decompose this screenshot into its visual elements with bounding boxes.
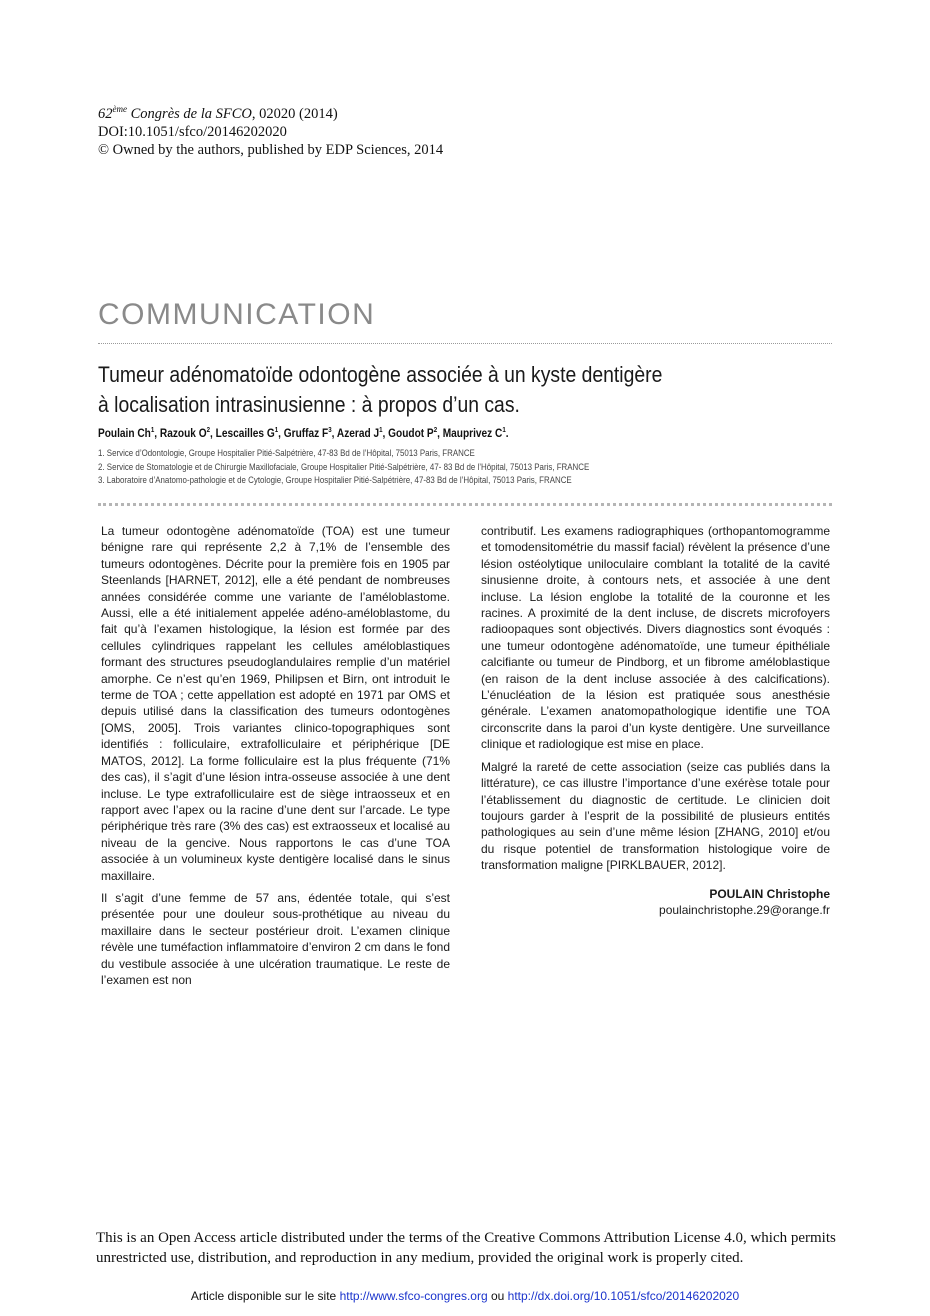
conference-number: 62 — [98, 105, 113, 122]
copyright-line: © Owned by the authors, published by EDP Sciences, 2014 — [98, 141, 444, 158]
author-name: Lescailles G — [215, 427, 275, 440]
author-separator: , — [331, 427, 337, 440]
author-affiliation-mark: 1 — [502, 427, 506, 434]
conference-line — [98, 100, 698, 123]
divider-bottom — [98, 503, 832, 506]
article-title — [98, 360, 793, 420]
author-separator: , — [154, 427, 160, 440]
title-line-1: Tumeur adénomatoïde odontogène associée à un kyste dentigère — [98, 362, 663, 387]
title-line-2: à localisation intrasinusienne : à propos d’un cas. — [98, 392, 520, 417]
section-label: COMMUNICATION — [98, 298, 376, 331]
body-paragraph: Il s’agit d’une femme de 57 ans, édentée totale, qui s’est présentée pour une douleur sous-prothétique au niveau du maxillaire dans le secteur postérieur droit. L’examen clinique révèle une tuméfaction inflammatoire d’environ 2 cm dans le fond du vestibule associée à une ulcération traumatique. Le reste de l’examen est non — [101, 890, 450, 987]
publication-header — [98, 100, 698, 159]
author-separator: , — [437, 427, 443, 440]
body-column-left — [101, 523, 450, 994]
signature — [481, 886, 830, 919]
affiliation-item: 2. Service de Stomatologie et de Chirurgie Maxillofaciale, Groupe Hospitalier Pitié-Salpétrière, 47- 83 Bd de l’Hôpital, 75013 Paris, FRANCE — [98, 461, 590, 472]
sfco-site-link[interactable]: http://www.sfco-congres.org — [339, 1289, 488, 1303]
author-separator: , — [278, 427, 284, 440]
author-affiliation-mark: 1 — [379, 427, 383, 434]
author-name: Razouk O — [159, 427, 207, 440]
doi-line: DOI:10.1051/sfco/20146202020 — [98, 123, 287, 140]
author-name: Azerad J — [336, 427, 380, 440]
divider-top — [98, 343, 832, 344]
affiliation-item: 1. Service d’Odontologie, Groupe Hospitalier Pitié-Salpétrière, 47-83 Bd de l’Hôpital, 75013 Paris, FRANCE — [98, 448, 475, 458]
body-paragraph: Malgré la rareté de cette association (seize cas publiés dans la littérature), ce cas illustre l’importance d’une exérèse totale pour l’établissement du diagnostic de certitude. Le clinicien doit toujours garder à l’esprit de la possibilité de plusieurs entités pathologiques au sein d’une même lésion [ZHANG, 2010] et/ou du risque potentiel de transformation histologique voire de transformation maligne [PIRKLBAUER, 2012]. — [481, 759, 830, 873]
body-column-right — [481, 523, 830, 924]
affiliation-list — [98, 447, 589, 488]
author-separator: , — [382, 427, 389, 440]
author-separator: , — [210, 427, 216, 440]
author-name: Poulain Ch — [98, 427, 151, 440]
author-name: Gruffaz F — [283, 427, 329, 440]
author-affiliation-mark: 2 — [433, 427, 438, 434]
author-separator: . — [505, 427, 509, 440]
author-name: Goudot P — [388, 427, 434, 440]
author-affiliation-mark: 1 — [150, 427, 155, 434]
footer — [0, 1289, 930, 1303]
open-access-notice: This is an Open Access article distributed under the terms of the Creative Commons Attribution License 4.0, which permits unrestricted use, distribution, and reproduction in any medium, provided the original work is properly cited. — [96, 1230, 836, 1266]
author-affiliation-mark: 1 — [274, 427, 279, 434]
doi-link[interactable]: http://dx.doi.org/10.1051/sfco/20146202020 — [507, 1289, 740, 1303]
author-affiliation-mark: 2 — [206, 427, 211, 434]
footer-prefix: Article disponible sur le site — [190, 1289, 340, 1303]
body-paragraph: La tumeur odontogène adénomatoïde (TOA) est une tumeur bénigne rare qui représente 2,2 à 7,1% de l’ensemble des tumeurs odontogènes. Décrite pour la première fois en 1905 par Steenlands [HARNET, 2012], elle a été pendant de nombreuses années considérée comme une variante de l’améloblastome. Aussi, elle a été initialement appelée adéno-améloblastome, du fait qu’à l’examen histologique, la lésion est formée par des cellules cylindriques rappelant les cellules améloblastiques formant des structures pseudoglandulaires remplie d’un matériel amorphe. Ce n’est qu’en 1969, Philipsen et Birn, ont introduit le terme de TOA ; cette appellation est adopté en 1971 par OMS et depuis utilisé dans la classification des tumeurs odontogènes [OMS, 2005]. Trois variantes clinico-topographiques sont identifiés : folliculaire, extrafolliculaire et périphérique [DE MATOS, 2012]. La forme folliculaire est la plus fréquente (71% des cas), il s’agit d’une lésion intra-osseuse associée à une dent incluse. Le type extrafolliculaire est de siège intraosseux et en rapport avec l’apex ou la racine d’une dent sur l’arcade. Le type périphérique très rare (3% des cas) est extraosseux et localisé au niveau de la gencive. Nous rapportons le cas d’une TOA associée à un volumineux kyste dentigère localisé dans le sinus maxillaire. — [101, 524, 450, 883]
conference-ordinal: ème — [112, 104, 127, 114]
footer-middle: ou — [487, 1289, 508, 1303]
author-list — [98, 427, 509, 440]
signature-name: POULAIN Christophe — [709, 886, 830, 901]
signature-email: poulainchristophe.29@orange.fr — [659, 902, 830, 917]
author-affiliation-mark: 3 — [328, 427, 332, 434]
conference-name: Congrès de la SFCO — [127, 105, 252, 122]
body-paragraph: contributif. Les examens radiographiques (orthopantomogramme et tomodensitométrie du massif facial) révèlent la présence d’une lésion ostéolytique uniloculaire comblant la totalité de la cavité sinusienne droite, à contours nets, et associée à une dent incluse. La lésion englobe la totalité de la couronne et les racines. A proximité de la dent incluse, de discrets microfoyers radioopaques sont objectivés. Divers diagnostics sont évoqués : une tumeur odontogène adénomatoïde, une tumeur épithéliale calcifiante ou tumeur de Pindborg, et un fibrome améloblastique (en raison de la dent incluse associée à des calcifications). L’énucléation de la lésion est pratiquée sous anesthésie générale. L’examen anatomopathologique identifie une TOA circonscrite dans la paroi d’un kyste dentigère. Une surveillance clinique et radiologique est mise en place. — [481, 524, 830, 752]
affiliation-item: 3. Laboratoire d’Anatomo-pathologie et de Cytologie, Groupe Hospitalier Pitié-Salpétrière, 47-83 Bd de l’Hôpital, 75013 Paris, FRANCE — [98, 475, 572, 485]
article-number: , 02020 (2014) — [251, 105, 338, 122]
author-name: Mauprivez C — [442, 427, 503, 440]
